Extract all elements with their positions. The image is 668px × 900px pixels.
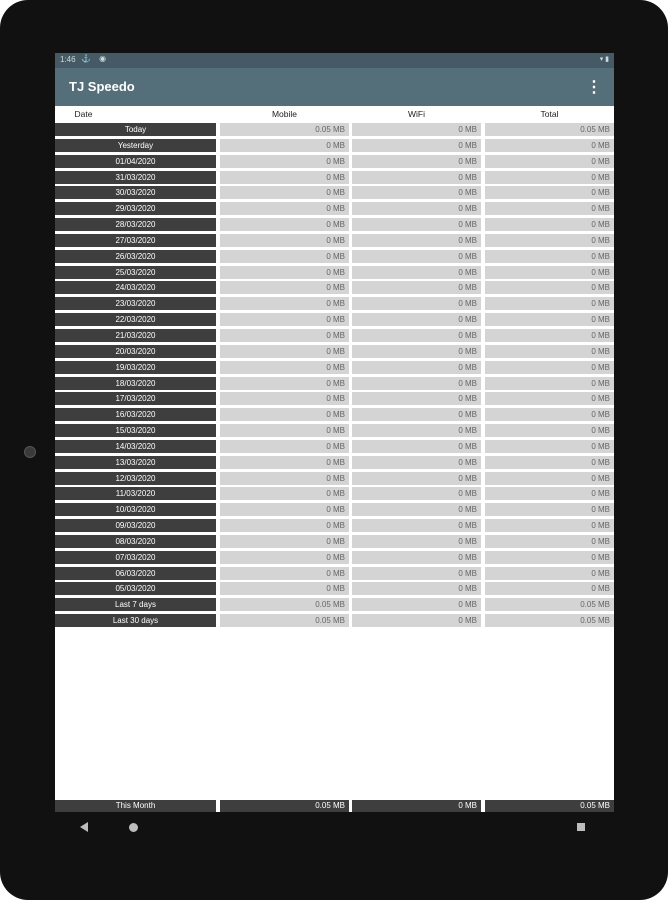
row-total-usage: 0 MB (485, 155, 614, 168)
row-mobile-usage: 0.05 MB (220, 598, 349, 611)
row-mobile-usage: 0 MB (220, 535, 349, 548)
row-mobile-usage: 0 MB (220, 155, 349, 168)
row-wifi-usage: 0 MB (352, 408, 481, 421)
table-row (55, 171, 614, 187)
row-total-usage: 0.05 MB (485, 123, 614, 136)
row-total-usage: 0 MB (485, 503, 614, 516)
row-mobile-usage: 0.05 MB (220, 123, 349, 136)
row-wifi-usage: 0 MB (352, 519, 481, 532)
table-row (55, 139, 614, 155)
row-total-usage: 0 MB (485, 440, 614, 453)
row-mobile-usage: 0 MB (220, 377, 349, 390)
row-total-usage: 0 MB (485, 519, 614, 532)
row-date: 05/03/2020 (55, 582, 216, 595)
table-row (55, 519, 614, 535)
table-row (55, 345, 614, 361)
row-total-usage: 0 MB (485, 472, 614, 485)
row-date: 26/03/2020 (55, 250, 216, 263)
row-total-usage: 0 MB (485, 535, 614, 548)
row-total-usage: 0 MB (485, 139, 614, 152)
table-row (55, 392, 614, 408)
this-month-summary (55, 800, 614, 812)
row-mobile-usage: 0 MB (220, 313, 349, 326)
row-mobile-usage: 0 MB (220, 297, 349, 310)
table-row (55, 377, 614, 393)
table-row (55, 582, 614, 598)
row-date: 20/03/2020 (55, 345, 216, 358)
table-row (55, 472, 614, 488)
table-row (55, 487, 614, 503)
camera-icon (24, 446, 36, 458)
table-row (55, 535, 614, 551)
row-wifi-usage: 0 MB (352, 392, 481, 405)
row-wifi-usage: 0 MB (352, 440, 481, 453)
row-wifi-usage: 0 MB (352, 250, 481, 263)
row-wifi-usage: 0 MB (352, 234, 481, 247)
row-date: 31/03/2020 (55, 171, 216, 184)
summary-label: This Month (55, 800, 216, 812)
row-mobile-usage: 0 MB (220, 361, 349, 374)
row-mobile-usage: 0 MB (220, 218, 349, 231)
row-total-usage: 0 MB (485, 329, 614, 342)
row-mobile-usage: 0 MB (220, 250, 349, 263)
overflow-menu-icon[interactable]: ⋮ (586, 79, 602, 96)
row-date: 29/03/2020 (55, 202, 216, 215)
row-total-usage: 0 MB (485, 582, 614, 595)
row-date: 01/04/2020 (55, 155, 216, 168)
row-total-usage: 0 MB (485, 567, 614, 580)
row-date: 14/03/2020 (55, 440, 216, 453)
row-mobile-usage: 0 MB (220, 329, 349, 342)
row-date: 10/03/2020 (55, 503, 216, 516)
row-wifi-usage: 0 MB (352, 281, 481, 294)
table-row (55, 329, 614, 345)
row-mobile-usage: 0 MB (220, 440, 349, 453)
system-status-icons: ▾ ▮ (599, 56, 609, 63)
row-date: 30/03/2020 (55, 186, 216, 199)
back-icon[interactable] (80, 822, 88, 832)
row-wifi-usage: 0 MB (352, 535, 481, 548)
row-wifi-usage: 0 MB (352, 472, 481, 485)
status-time: 1:46 (60, 55, 76, 64)
app-bar (55, 68, 614, 106)
row-date: 18/03/2020 (55, 377, 216, 390)
row-date: 22/03/2020 (55, 313, 216, 326)
row-wifi-usage: 0 MB (352, 551, 481, 564)
row-date: 06/03/2020 (55, 567, 216, 580)
column-header-date: Date (74, 109, 93, 119)
row-total-usage: 0 MB (485, 487, 614, 500)
summary-total: 0.05 MB (485, 800, 614, 812)
table-row (55, 551, 614, 567)
row-date: 11/03/2020 (55, 487, 216, 500)
table-row (55, 234, 614, 250)
row-total-usage: 0 MB (485, 424, 614, 437)
row-date: 21/03/2020 (55, 329, 216, 342)
row-mobile-usage: 0 MB (220, 186, 349, 199)
row-total-usage: 0 MB (485, 218, 614, 231)
row-wifi-usage: 0 MB (352, 582, 481, 595)
row-total-usage: 0 MB (485, 408, 614, 421)
row-date: 17/03/2020 (55, 392, 216, 405)
table-row (55, 266, 614, 282)
row-date: Today (55, 123, 216, 136)
table-row (55, 155, 614, 171)
row-total-usage: 0 MB (485, 551, 614, 564)
table-row (55, 408, 614, 424)
table-row (55, 614, 614, 630)
row-mobile-usage: 0 MB (220, 408, 349, 421)
row-total-usage: 0 MB (485, 392, 614, 405)
row-date: Last 7 days (55, 598, 216, 611)
row-date: 24/03/2020 (55, 281, 216, 294)
system-nav-bar (55, 812, 614, 847)
usage-table (55, 123, 614, 630)
row-wifi-usage: 0 MB (352, 171, 481, 184)
row-date: Yesterday (55, 139, 216, 152)
row-mobile-usage: 0 MB (220, 456, 349, 469)
row-total-usage: 0 MB (485, 297, 614, 310)
table-row (55, 361, 614, 377)
app-screen (55, 53, 614, 812)
table-row (55, 503, 614, 519)
row-total-usage: 0 MB (485, 377, 614, 390)
row-mobile-usage: 0 MB (220, 281, 349, 294)
column-header (55, 108, 614, 121)
row-wifi-usage: 0 MB (352, 567, 481, 580)
row-mobile-usage: 0 MB (220, 567, 349, 580)
summary-mobile: 0.05 MB (220, 800, 349, 812)
row-total-usage: 0 MB (485, 456, 614, 469)
table-row (55, 424, 614, 440)
row-mobile-usage: 0 MB (220, 472, 349, 485)
row-date: 07/03/2020 (55, 551, 216, 564)
row-date: 25/03/2020 (55, 266, 216, 279)
table-row (55, 297, 614, 313)
table-row (55, 440, 614, 456)
row-wifi-usage: 0 MB (352, 123, 481, 136)
row-wifi-usage: 0 MB (352, 297, 481, 310)
row-mobile-usage: 0 MB (220, 139, 349, 152)
table-row (55, 313, 614, 329)
row-wifi-usage: 0 MB (352, 139, 481, 152)
row-date: 27/03/2020 (55, 234, 216, 247)
table-row (55, 186, 614, 202)
row-wifi-usage: 0 MB (352, 266, 481, 279)
row-date: 23/03/2020 (55, 297, 216, 310)
table-row (55, 202, 614, 218)
row-total-usage: 0.05 MB (485, 614, 614, 627)
row-date: 08/03/2020 (55, 535, 216, 548)
row-mobile-usage: 0 MB (220, 519, 349, 532)
row-wifi-usage: 0 MB (352, 377, 481, 390)
row-mobile-usage: 0.05 MB (220, 614, 349, 627)
table-row (55, 218, 614, 234)
row-total-usage: 0 MB (485, 186, 614, 199)
row-mobile-usage: 0 MB (220, 551, 349, 564)
row-date: 09/03/2020 (55, 519, 216, 532)
row-mobile-usage: 0 MB (220, 345, 349, 358)
row-wifi-usage: 0 MB (352, 614, 481, 627)
table-row (55, 123, 614, 139)
row-mobile-usage: 0 MB (220, 202, 349, 215)
row-total-usage: 0.05 MB (485, 598, 614, 611)
recents-icon[interactable] (577, 823, 585, 831)
row-total-usage: 0 MB (485, 234, 614, 247)
row-wifi-usage: 0 MB (352, 329, 481, 342)
notification-icons: ⚓ ◉ (81, 54, 110, 63)
row-mobile-usage: 0 MB (220, 266, 349, 279)
app-title: TJ Speedo (69, 79, 135, 94)
row-total-usage: 0 MB (485, 171, 614, 184)
status-bar (55, 53, 614, 68)
row-total-usage: 0 MB (485, 345, 614, 358)
table-row (55, 567, 614, 583)
row-total-usage: 0 MB (485, 313, 614, 326)
row-mobile-usage: 0 MB (220, 424, 349, 437)
row-total-usage: 0 MB (485, 250, 614, 263)
summary-wifi: 0 MB (352, 800, 481, 812)
row-mobile-usage: 0 MB (220, 234, 349, 247)
row-wifi-usage: 0 MB (352, 155, 481, 168)
row-wifi-usage: 0 MB (352, 345, 481, 358)
row-mobile-usage: 0 MB (220, 503, 349, 516)
table-row (55, 598, 614, 614)
column-header-wifi: WiFi (408, 109, 425, 119)
column-header-total: Total (540, 109, 559, 119)
row-wifi-usage: 0 MB (352, 313, 481, 326)
row-date: 19/03/2020 (55, 361, 216, 374)
row-wifi-usage: 0 MB (352, 424, 481, 437)
row-wifi-usage: 0 MB (352, 218, 481, 231)
row-date: 13/03/2020 (55, 456, 216, 469)
row-date: 15/03/2020 (55, 424, 216, 437)
home-icon[interactable] (129, 823, 138, 832)
table-row (55, 281, 614, 297)
row-total-usage: 0 MB (485, 281, 614, 294)
row-total-usage: 0 MB (485, 266, 614, 279)
row-wifi-usage: 0 MB (352, 361, 481, 374)
column-header-mobile: Mobile (271, 109, 298, 119)
row-mobile-usage: 0 MB (220, 171, 349, 184)
row-date: 12/03/2020 (55, 472, 216, 485)
row-wifi-usage: 0 MB (352, 186, 481, 199)
row-date: Last 30 days (55, 614, 216, 627)
row-mobile-usage: 0 MB (220, 487, 349, 500)
table-row (55, 456, 614, 472)
row-total-usage: 0 MB (485, 202, 614, 215)
row-mobile-usage: 0 MB (220, 392, 349, 405)
row-date: 28/03/2020 (55, 218, 216, 231)
row-wifi-usage: 0 MB (352, 456, 481, 469)
row-mobile-usage: 0 MB (220, 582, 349, 595)
table-row (55, 250, 614, 266)
row-wifi-usage: 0 MB (352, 503, 481, 516)
row-date: 16/03/2020 (55, 408, 216, 421)
row-wifi-usage: 0 MB (352, 598, 481, 611)
row-wifi-usage: 0 MB (352, 202, 481, 215)
row-wifi-usage: 0 MB (352, 487, 481, 500)
row-total-usage: 0 MB (485, 361, 614, 374)
